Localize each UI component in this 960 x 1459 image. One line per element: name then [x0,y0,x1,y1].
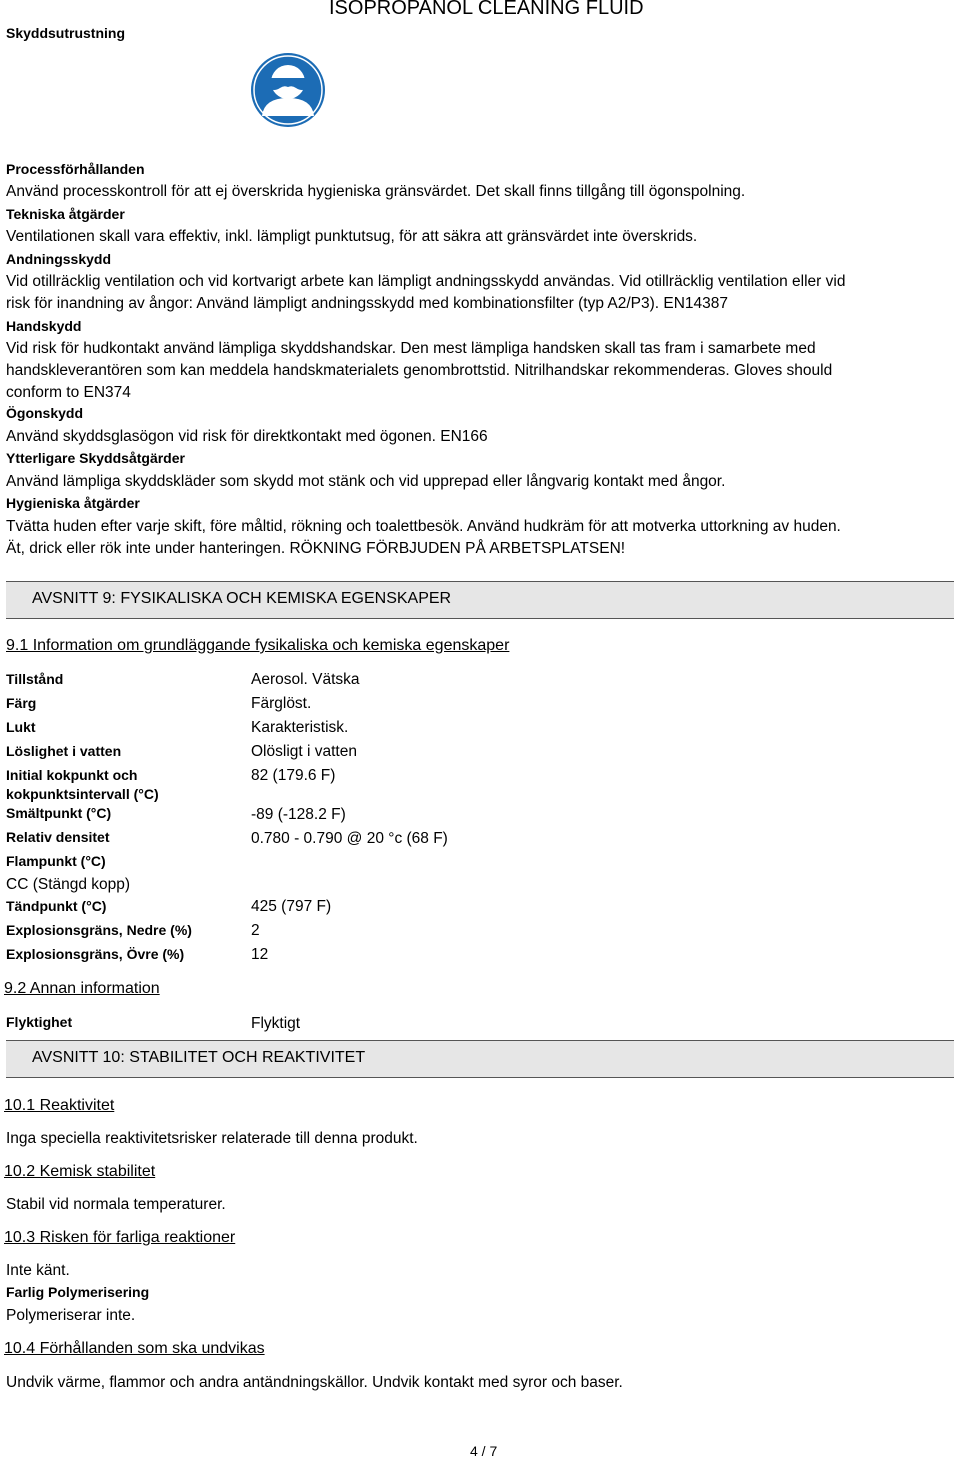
section-10-title: AVSNITT 10: STABILITET OCH REAKTIVITET [32,1049,366,1066]
conditions-to-avoid-text: Undvik värme, flammor och andra antändningskällor. Undvik kontakt med syror och baser. [6,1374,623,1391]
hygiene-line: Ät, drick eller rök inte under hanteringen. RÖKNING FÖRBJUDEN PÅ ARBETSPLATSEN! [6,540,626,557]
stability-text: Stabil vid normala temperaturer. [6,1196,226,1213]
hygiene-label: Hygieniska åtgärder [6,495,140,511]
product-title: ISOPROPANOL CLEANING FLUID [329,0,644,19]
volatility-label: Flyktighet [6,1014,73,1030]
subsection-9-1-title: 9.1 Information om grundläggande fysikaliska och kemiska egenskaper [6,637,510,654]
goggles-mandatory-icon [250,52,326,128]
property-value: 425 (797 F) [251,898,332,915]
page-number: 4 / 7 [470,1443,498,1459]
property-label: Tändpunkt (°C) [6,898,107,914]
respiratory-line: risk för inandning av ångor: Använd lämpligt andningsskydd med kombinationsfilter (typ A2/P3). EN14387 [6,295,729,312]
hand-line: Vid risk för hudkontakt använd lämpliga skyddshandskar. Den mest lämpliga handsken skall tas fram i samarbete med [6,340,816,357]
subsection-9-2-title: 9.2 Annan information [4,980,160,997]
section-9-header [6,581,954,619]
hand-line: conform to EN374 [6,384,131,401]
volatility-value: Flyktigt [251,1015,301,1032]
property-label: Färg [6,695,37,711]
eye-text: Använd skyddsglasögon vid risk för direktkontakt med ögonen. EN166 [6,428,488,445]
technical-text: Ventilationen skall vara effektiv, inkl. lämpligt punktutsug, för att säkra att gränsvärdet inte överskrids. [6,228,698,245]
property-label: Flampunkt (°C) [6,853,106,869]
polymerization-text: Polymeriserar inte. [6,1307,136,1324]
section-10-header [6,1040,954,1078]
other-protection-text: Använd lämpliga skyddskläder som skydd mot stänk och vid upprepad eller långvarig kontakt med ångor. [6,473,726,490]
eye-label: Ögonskydd [6,405,84,421]
process-text: Använd processkontroll för att ej överskrida hygieniska gränsvärdet. Det skall finns tillgång till ögonspolning. [6,183,746,200]
hygiene-line: Tvätta huden efter varje skift, före måltid, rökning och toalettbesök. Använd hudkräm för att motverka uttorkning av huden. [6,518,841,535]
property-label: Explosionsgräns, Övre (%) [6,946,185,962]
property-label: Explosionsgräns, Nedre (%) [6,922,192,938]
subsection-10-3-title: 10.3 Risken för farliga reaktioner [4,1229,236,1246]
property-value: 82 (179.6 F) [251,767,336,784]
property-value: Aerosol. Vätska [251,671,360,688]
subsection-10-2-title: 10.2 Kemisk stabilitet [4,1163,156,1180]
respiratory-label: Andningsskydd [6,251,112,267]
property-label: Tillstånd [6,671,64,687]
property-value: 0.780 - 0.790 @ 20 °c (68 F) [251,830,448,847]
property-label: Initial kokpunkt och [6,767,138,783]
subsection-10-1-title: 10.1 Reaktivitet [4,1097,115,1114]
property-label: Smältpunkt (°C) [6,805,112,821]
hazardous-reactions-text: Inte känt. [6,1262,70,1279]
process-label: Processförhållanden [6,161,145,177]
property-label-cont: kokpunktsintervall (°C) [6,786,159,802]
hand-label: Handskydd [6,318,82,334]
hand-line: handskleverantören som kan meddela handskmaterialets genombrottstid. Nitrilhandskar rekommenderas. Gloves should [6,362,833,379]
header-section-label: Skyddsutrustning [6,25,126,41]
property-value: -89 (-128.2 F) [251,806,346,823]
section-9-title: AVSNITT 9: FYSIKALISKA OCH KEMISKA EGENSKAPER [32,590,452,607]
respiratory-line: Vid otillräcklig ventilation och vid kortvarigt arbete kan lämpligt andningsskydd användas. Vid otillräcklig ventilation eller vid [6,273,846,290]
property-label: Löslighet i vatten [6,743,122,759]
property-label: Lukt [6,719,36,735]
other-protection-label: Ytterligare Skyddsåtgärder [6,450,185,466]
polymerization-label: Farlig Polymerisering [6,1284,150,1300]
property-value: Färglöst. [251,695,312,712]
reactivity-text: Inga speciella reaktivitetsrisker relaterade till denna produkt. [6,1130,418,1147]
property-label: Relativ densitet [6,829,110,845]
property-value: 2 [251,922,260,939]
property-value: 12 [251,946,269,963]
property-value: Karakteristisk. [251,719,349,736]
property-value: Olösligt i vatten [251,743,357,760]
technical-label: Tekniska åtgärder [6,206,125,222]
property-label: CC (Stängd kopp) [6,876,131,893]
subsection-10-4-title: 10.4 Förhållanden som ska undvikas [4,1340,265,1357]
